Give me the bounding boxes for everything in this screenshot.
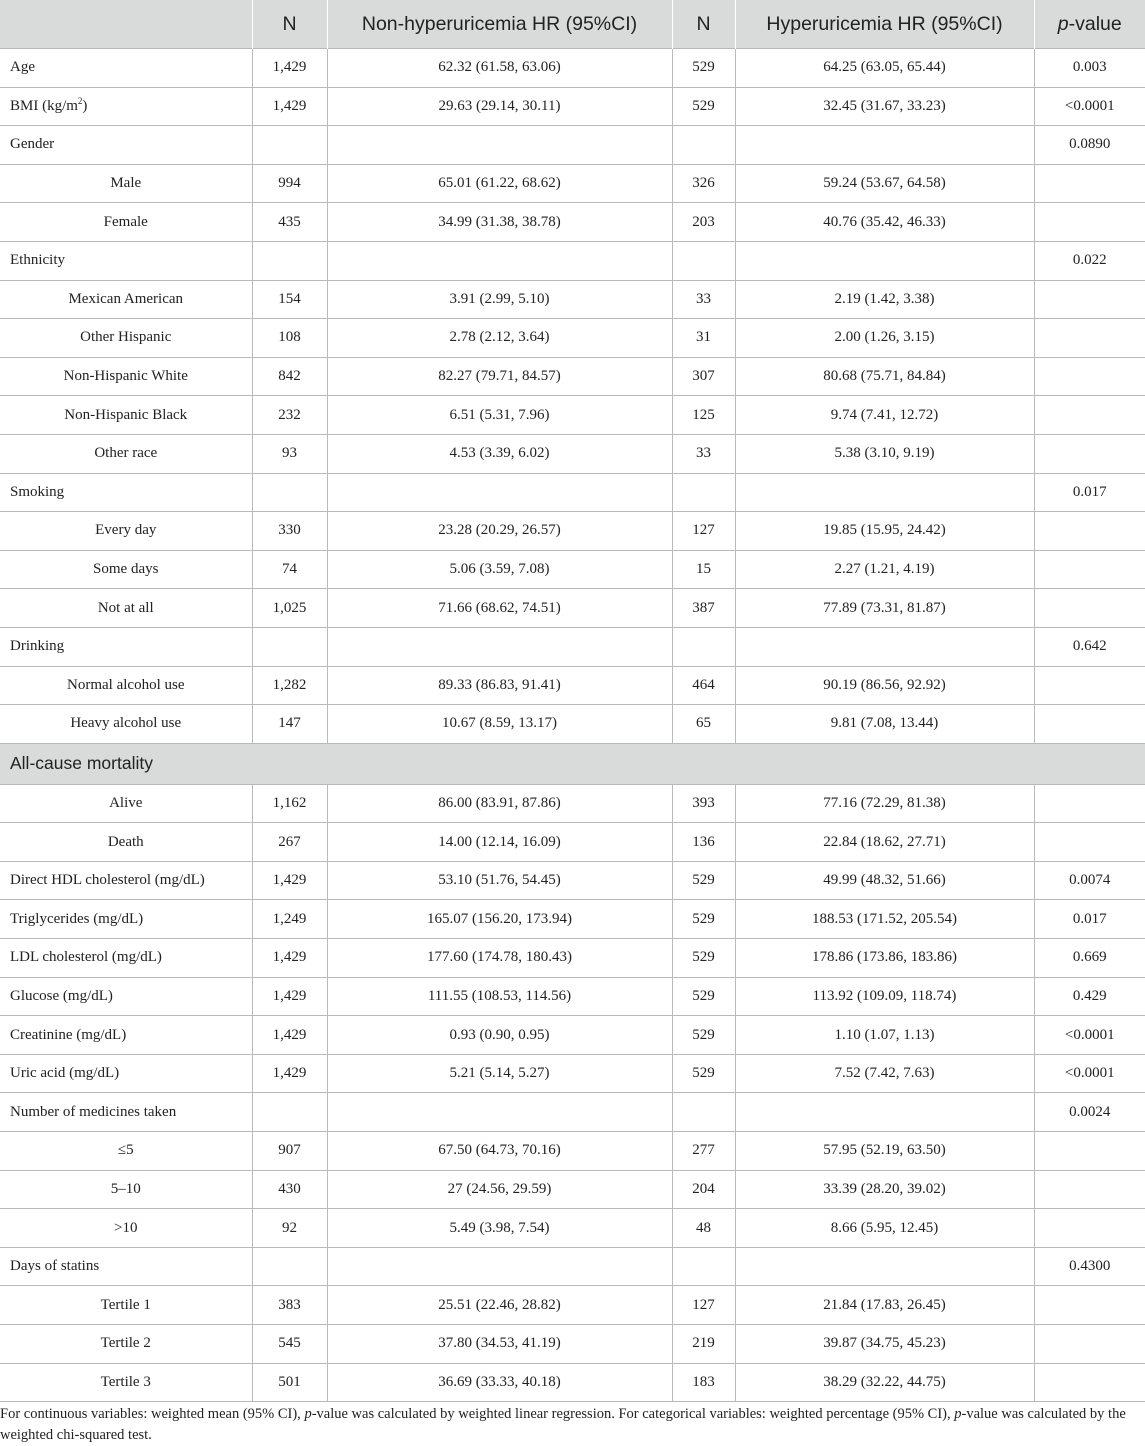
cell-n-non-hyperuricemia: 842 <box>252 357 327 396</box>
cell-non-hyperuricemia-hr <box>327 1247 672 1286</box>
cell-n-non-hyperuricemia <box>252 473 327 512</box>
table-row <box>0 164 1145 203</box>
header-variable <box>0 0 252 49</box>
cell-non-hyperuricemia-hr: 0.93 (0.90, 0.95) <box>327 1016 672 1055</box>
cell-n-non-hyperuricemia: 1,282 <box>252 666 327 705</box>
cell-n-hyperuricemia: 529 <box>672 49 735 88</box>
cell-non-hyperuricemia-hr: 71.66 (68.62, 74.51) <box>327 589 672 628</box>
cell-hyperuricemia-hr: 19.85 (15.95, 24.42) <box>735 512 1034 551</box>
table-body <box>0 49 1145 1402</box>
cell-n-hyperuricemia <box>672 1247 735 1286</box>
table-row <box>0 126 1145 165</box>
cell-hyperuricemia-hr: 8.66 (5.95, 12.45) <box>735 1209 1034 1248</box>
cell-n-non-hyperuricemia: 383 <box>252 1286 327 1325</box>
table-row <box>0 1132 1145 1171</box>
cell-n-non-hyperuricemia: 1,162 <box>252 784 327 823</box>
cell-p-value <box>1034 512 1145 551</box>
row-label: 5–10 <box>0 1170 252 1209</box>
row-label: Glucose (mg/dL) <box>0 977 252 1016</box>
table-row <box>0 241 1145 280</box>
cell-non-hyperuricemia-hr: 5.21 (5.14, 5.27) <box>327 1054 672 1093</box>
cell-p-value <box>1034 1325 1145 1364</box>
cell-hyperuricemia-hr: 80.68 (75.71, 84.84) <box>735 357 1034 396</box>
cell-non-hyperuricemia-hr: 177.60 (174.78, 180.43) <box>327 939 672 978</box>
row-label: Creatinine (mg/dL) <box>0 1016 252 1055</box>
cell-non-hyperuricemia-hr: 10.67 (8.59, 13.17) <box>327 705 672 744</box>
row-label: Heavy alcohol use <box>0 705 252 744</box>
cell-hyperuricemia-hr: 22.84 (18.62, 27.71) <box>735 823 1034 862</box>
cell-p-value <box>1034 823 1145 862</box>
row-label: Death <box>0 823 252 862</box>
cell-n-non-hyperuricemia: 435 <box>252 203 327 242</box>
cell-non-hyperuricemia-hr: 89.33 (86.83, 91.41) <box>327 666 672 705</box>
row-label: Direct HDL cholesterol (mg/dL) <box>0 861 252 900</box>
cell-non-hyperuricemia-hr: 23.28 (20.29, 26.57) <box>327 512 672 551</box>
cell-non-hyperuricemia-hr: 34.99 (31.38, 38.78) <box>327 203 672 242</box>
table-row <box>0 280 1145 319</box>
table-row <box>0 1093 1145 1132</box>
cell-n-hyperuricemia: 183 <box>672 1363 735 1402</box>
cell-n-hyperuricemia <box>672 473 735 512</box>
row-label: Female <box>0 203 252 242</box>
table-row <box>0 1170 1145 1209</box>
cell-p-value: 0.0074 <box>1034 861 1145 900</box>
cell-p-value: 0.642 <box>1034 627 1145 666</box>
row-label: Triglycerides (mg/dL) <box>0 900 252 939</box>
cell-hyperuricemia-hr <box>735 1093 1034 1132</box>
cell-hyperuricemia-hr: 7.52 (7.42, 7.63) <box>735 1054 1034 1093</box>
cell-hyperuricemia-hr: 9.74 (7.41, 12.72) <box>735 396 1034 435</box>
cell-n-hyperuricemia: 219 <box>672 1325 735 1364</box>
cell-hyperuricemia-hr: 77.89 (73.31, 81.87) <box>735 589 1034 628</box>
row-label: ≤5 <box>0 1132 252 1171</box>
table-row <box>0 705 1145 744</box>
table-row <box>0 49 1145 88</box>
cell-n-non-hyperuricemia: 108 <box>252 319 327 358</box>
cell-n-non-hyperuricemia: 74 <box>252 550 327 589</box>
row-label: Days of statins <box>0 1247 252 1286</box>
cell-non-hyperuricemia-hr: 25.51 (22.46, 28.82) <box>327 1286 672 1325</box>
row-label: Tertile 2 <box>0 1325 252 1364</box>
table-row <box>0 900 1145 939</box>
row-label: Other Hispanic <box>0 319 252 358</box>
cell-hyperuricemia-hr: 32.45 (31.67, 33.23) <box>735 87 1034 126</box>
cell-p-value <box>1034 1170 1145 1209</box>
table-row <box>0 939 1145 978</box>
row-label: Some days <box>0 550 252 589</box>
cell-p-value <box>1034 357 1145 396</box>
cell-hyperuricemia-hr: 188.53 (171.52, 205.54) <box>735 900 1034 939</box>
cell-n-hyperuricemia: 529 <box>672 1054 735 1093</box>
header-p-value <box>1034 0 1145 49</box>
row-label: >10 <box>0 1209 252 1248</box>
table-row <box>0 203 1145 242</box>
cell-n-hyperuricemia: 529 <box>672 939 735 978</box>
cell-n-non-hyperuricemia: 93 <box>252 434 327 473</box>
table-row <box>0 396 1145 435</box>
table-row <box>0 977 1145 1016</box>
cell-p-value: 0.017 <box>1034 900 1145 939</box>
cell-p-value: 0.429 <box>1034 977 1145 1016</box>
cell-n-non-hyperuricemia: 1,429 <box>252 939 327 978</box>
row-label: Alive <box>0 784 252 823</box>
cell-hyperuricemia-hr: 90.19 (86.56, 92.92) <box>735 666 1034 705</box>
cell-non-hyperuricemia-hr <box>327 1093 672 1132</box>
cell-n-non-hyperuricemia <box>252 126 327 165</box>
cell-n-hyperuricemia: 33 <box>672 280 735 319</box>
cell-p-value <box>1034 1286 1145 1325</box>
table-footnote <box>0 1404 1140 1446</box>
cell-hyperuricemia-hr: 57.95 (52.19, 63.50) <box>735 1132 1034 1171</box>
table-row <box>0 1054 1145 1093</box>
cell-p-value: 0.022 <box>1034 241 1145 280</box>
cell-n-non-hyperuricemia: 1,249 <box>252 900 327 939</box>
cell-hyperuricemia-hr: 2.00 (1.26, 3.15) <box>735 319 1034 358</box>
row-label <box>0 87 252 126</box>
row-label: Other race <box>0 434 252 473</box>
cell-n-hyperuricemia <box>672 241 735 280</box>
cell-n-non-hyperuricemia: 232 <box>252 396 327 435</box>
cell-n-non-hyperuricemia: 1,429 <box>252 977 327 1016</box>
cell-p-value: <0.0001 <box>1034 1016 1145 1055</box>
footnote-part2: -value was calculated by weighted linear regression. For categorical variables: weighted percentage (95% CI), <box>311 1406 955 1422</box>
cell-n-hyperuricemia: 464 <box>672 666 735 705</box>
cell-n-non-hyperuricemia <box>252 241 327 280</box>
row-label: Normal alcohol use <box>0 666 252 705</box>
table-row <box>0 319 1145 358</box>
cell-n-hyperuricemia: 307 <box>672 357 735 396</box>
cell-non-hyperuricemia-hr: 29.63 (29.14, 30.11) <box>327 87 672 126</box>
cell-n-non-hyperuricemia: 154 <box>252 280 327 319</box>
cell-non-hyperuricemia-hr: 86.00 (83.91, 87.86) <box>327 784 672 823</box>
section-title: All-cause mortality <box>0 743 1145 784</box>
cell-hyperuricemia-hr: 49.99 (48.32, 51.66) <box>735 861 1034 900</box>
table-row <box>0 434 1145 473</box>
cell-non-hyperuricemia-hr: 2.78 (2.12, 3.64) <box>327 319 672 358</box>
cell-n-non-hyperuricemia <box>252 1247 327 1286</box>
cell-non-hyperuricemia-hr: 27 (24.56, 29.59) <box>327 1170 672 1209</box>
cell-n-hyperuricemia: 125 <box>672 396 735 435</box>
cell-n-non-hyperuricemia: 1,429 <box>252 87 327 126</box>
table-row <box>0 784 1145 823</box>
cell-n-non-hyperuricemia <box>252 627 327 666</box>
table-row <box>0 512 1145 551</box>
cell-p-value: 0.0890 <box>1034 126 1145 165</box>
cell-non-hyperuricemia-hr: 67.50 (64.73, 70.16) <box>327 1132 672 1171</box>
cell-n-non-hyperuricemia: 430 <box>252 1170 327 1209</box>
cell-p-value: 0.669 <box>1034 939 1145 978</box>
row-label: Non-Hispanic White <box>0 357 252 396</box>
cell-hyperuricemia-hr: 1.10 (1.07, 1.13) <box>735 1016 1034 1055</box>
table-row <box>0 1325 1145 1364</box>
row-label: Number of medicines taken <box>0 1093 252 1132</box>
cell-n-hyperuricemia: 529 <box>672 87 735 126</box>
cell-n-hyperuricemia: 127 <box>672 1286 735 1325</box>
footnote-part1: For continuous variables: weighted mean (95% CI), <box>0 1406 305 1422</box>
cell-non-hyperuricemia-hr: 36.69 (33.33, 40.18) <box>327 1363 672 1402</box>
table-row <box>0 589 1145 628</box>
table-row <box>0 550 1145 589</box>
footnote-part3: -value was calculated by the weighted chi-squared test. <box>0 1406 1126 1443</box>
cell-p-value: 0.0024 <box>1034 1093 1145 1132</box>
cell-n-hyperuricemia: 127 <box>672 512 735 551</box>
cell-non-hyperuricemia-hr: 14.00 (12.14, 16.09) <box>327 823 672 862</box>
cell-n-non-hyperuricemia: 907 <box>252 1132 327 1171</box>
cell-hyperuricemia-hr <box>735 1247 1034 1286</box>
row-label: Age <box>0 49 252 88</box>
cell-n-hyperuricemia: 65 <box>672 705 735 744</box>
row-label: Ethnicity <box>0 241 252 280</box>
cell-p-value <box>1034 666 1145 705</box>
cell-n-non-hyperuricemia: 501 <box>252 1363 327 1402</box>
cell-n-hyperuricemia: 326 <box>672 164 735 203</box>
cell-n-hyperuricemia: 48 <box>672 1209 735 1248</box>
cell-hyperuricemia-hr: 9.81 (7.08, 13.44) <box>735 705 1034 744</box>
cell-n-hyperuricemia: 393 <box>672 784 735 823</box>
row-label: Uric acid (mg/dL) <box>0 1054 252 1093</box>
header-p-rest: -value <box>1068 12 1122 35</box>
cell-n-hyperuricemia: 203 <box>672 203 735 242</box>
footnote-p-italic-1: p <box>304 1406 312 1422</box>
cell-p-value <box>1034 705 1145 744</box>
table-row <box>0 1016 1145 1055</box>
row-label: Drinking <box>0 627 252 666</box>
cell-hyperuricemia-hr: 64.25 (63.05, 65.44) <box>735 49 1034 88</box>
cell-non-hyperuricemia-hr <box>327 126 672 165</box>
cell-n-hyperuricemia <box>672 126 735 165</box>
cell-p-value <box>1034 1209 1145 1248</box>
cell-n-non-hyperuricemia: 1,429 <box>252 1016 327 1055</box>
section-row <box>0 743 1145 784</box>
cell-hyperuricemia-hr: 39.87 (34.75, 45.23) <box>735 1325 1034 1364</box>
header-non-hyperuricemia-hr: Non-hyperuricemia HR (95%CI) <box>327 0 672 49</box>
table-row <box>0 627 1145 666</box>
row-label-superscript: 2 <box>77 95 83 106</box>
cell-hyperuricemia-hr: 2.27 (1.21, 4.19) <box>735 550 1034 589</box>
table-header <box>0 0 1145 49</box>
row-label: Tertile 1 <box>0 1286 252 1325</box>
table-row <box>0 87 1145 126</box>
cell-n-non-hyperuricemia: 147 <box>252 705 327 744</box>
header-hyperuricemia-hr: Hyperuricemia HR (95%CI) <box>735 0 1034 49</box>
cell-p-value <box>1034 164 1145 203</box>
cell-n-non-hyperuricemia: 1,429 <box>252 861 327 900</box>
cell-p-value: 0.4300 <box>1034 1247 1145 1286</box>
row-label: Not at all <box>0 589 252 628</box>
header-p-italic: p <box>1057 12 1069 35</box>
cell-p-value <box>1034 280 1145 319</box>
cell-hyperuricemia-hr <box>735 126 1034 165</box>
cell-hyperuricemia-hr: 21.84 (17.83, 26.45) <box>735 1286 1034 1325</box>
cell-non-hyperuricemia-hr: 65.01 (61.22, 68.62) <box>327 164 672 203</box>
cell-n-hyperuricemia: 387 <box>672 589 735 628</box>
cell-p-value <box>1034 784 1145 823</box>
cell-n-hyperuricemia: 529 <box>672 861 735 900</box>
cell-n-hyperuricemia <box>672 627 735 666</box>
table-row <box>0 1363 1145 1402</box>
cell-n-hyperuricemia: 31 <box>672 319 735 358</box>
cell-p-value <box>1034 550 1145 589</box>
table-row <box>0 473 1145 512</box>
cell-p-value: <0.0001 <box>1034 1054 1145 1093</box>
cell-n-non-hyperuricemia: 994 <box>252 164 327 203</box>
cell-non-hyperuricemia-hr: 3.91 (2.99, 5.10) <box>327 280 672 319</box>
cell-non-hyperuricemia-hr <box>327 241 672 280</box>
cell-p-value <box>1034 396 1145 435</box>
cell-n-hyperuricemia <box>672 1093 735 1132</box>
row-label: LDL cholesterol (mg/dL) <box>0 939 252 978</box>
cell-non-hyperuricemia-hr: 53.10 (51.76, 54.45) <box>327 861 672 900</box>
cell-n-non-hyperuricemia: 267 <box>252 823 327 862</box>
cell-non-hyperuricemia-hr <box>327 473 672 512</box>
table-row <box>0 666 1145 705</box>
footnote-p-italic-2: p <box>954 1406 962 1422</box>
cell-n-non-hyperuricemia: 545 <box>252 1325 327 1364</box>
cell-n-non-hyperuricemia: 1,429 <box>252 49 327 88</box>
cell-n-non-hyperuricemia <box>252 1093 327 1132</box>
cell-hyperuricemia-hr: 178.86 (173.86, 183.86) <box>735 939 1034 978</box>
cell-p-value <box>1034 434 1145 473</box>
cell-non-hyperuricemia-hr: 111.55 (108.53, 114.56) <box>327 977 672 1016</box>
cell-non-hyperuricemia-hr: 4.53 (3.39, 6.02) <box>327 434 672 473</box>
cell-n-hyperuricemia: 529 <box>672 1016 735 1055</box>
cell-non-hyperuricemia-hr: 82.27 (79.71, 84.57) <box>327 357 672 396</box>
row-label: Gender <box>0 126 252 165</box>
cell-n-hyperuricemia: 277 <box>672 1132 735 1171</box>
row-label: Tertile 3 <box>0 1363 252 1402</box>
row-label: Smoking <box>0 473 252 512</box>
cell-hyperuricemia-hr: 2.19 (1.42, 3.38) <box>735 280 1034 319</box>
cell-hyperuricemia-hr: 40.76 (35.42, 46.33) <box>735 203 1034 242</box>
cell-hyperuricemia-hr <box>735 627 1034 666</box>
header-row <box>0 0 1145 49</box>
table-row <box>0 823 1145 862</box>
table-row <box>0 861 1145 900</box>
cell-non-hyperuricemia-hr <box>327 627 672 666</box>
cell-non-hyperuricemia-hr: 6.51 (5.31, 7.96) <box>327 396 672 435</box>
cell-n-non-hyperuricemia: 330 <box>252 512 327 551</box>
cell-non-hyperuricemia-hr: 62.32 (61.58, 63.06) <box>327 49 672 88</box>
cell-non-hyperuricemia-hr: 5.49 (3.98, 7.54) <box>327 1209 672 1248</box>
header-n-hyperuricemia: N <box>672 0 735 49</box>
cell-p-value: 0.017 <box>1034 473 1145 512</box>
cell-hyperuricemia-hr: 59.24 (53.67, 64.58) <box>735 164 1034 203</box>
cell-hyperuricemia-hr: 113.92 (109.09, 118.74) <box>735 977 1034 1016</box>
cell-non-hyperuricemia-hr: 37.80 (34.53, 41.19) <box>327 1325 672 1364</box>
cell-n-hyperuricemia: 15 <box>672 550 735 589</box>
cell-p-value <box>1034 203 1145 242</box>
cell-p-value <box>1034 589 1145 628</box>
cell-hyperuricemia-hr: 33.39 (28.20, 39.02) <box>735 1170 1034 1209</box>
row-label-text: BMI (kg/m <box>10 97 78 114</box>
cell-p-value: <0.0001 <box>1034 87 1145 126</box>
cell-n-hyperuricemia: 529 <box>672 977 735 1016</box>
cell-n-hyperuricemia: 33 <box>672 434 735 473</box>
row-label-end: ) <box>82 97 88 114</box>
cell-hyperuricemia-hr <box>735 473 1034 512</box>
cell-p-value <box>1034 1132 1145 1171</box>
row-label: Every day <box>0 512 252 551</box>
row-label: Non-Hispanic Black <box>0 396 252 435</box>
table-row <box>0 1247 1145 1286</box>
table-row <box>0 1286 1145 1325</box>
cell-hyperuricemia-hr: 38.29 (32.22, 44.75) <box>735 1363 1034 1402</box>
cell-non-hyperuricemia-hr: 5.06 (3.59, 7.08) <box>327 550 672 589</box>
table-row <box>0 1209 1145 1248</box>
cell-p-value: 0.003 <box>1034 49 1145 88</box>
cell-n-hyperuricemia: 136 <box>672 823 735 862</box>
row-label: Mexican American <box>0 280 252 319</box>
cell-p-value <box>1034 1363 1145 1402</box>
cell-n-hyperuricemia: 529 <box>672 900 735 939</box>
row-label: Male <box>0 164 252 203</box>
cell-n-non-hyperuricemia: 1,429 <box>252 1054 327 1093</box>
cell-non-hyperuricemia-hr: 165.07 (156.20, 173.94) <box>327 900 672 939</box>
cell-n-non-hyperuricemia: 92 <box>252 1209 327 1248</box>
cell-hyperuricemia-hr <box>735 241 1034 280</box>
cell-n-non-hyperuricemia: 1,025 <box>252 589 327 628</box>
cell-hyperuricemia-hr: 5.38 (3.10, 9.19) <box>735 434 1034 473</box>
cell-hyperuricemia-hr: 77.16 (72.29, 81.38) <box>735 784 1034 823</box>
table-row <box>0 357 1145 396</box>
header-n-non-hyperuricemia: N <box>252 0 327 49</box>
cell-p-value <box>1034 319 1145 358</box>
cell-n-hyperuricemia: 204 <box>672 1170 735 1209</box>
